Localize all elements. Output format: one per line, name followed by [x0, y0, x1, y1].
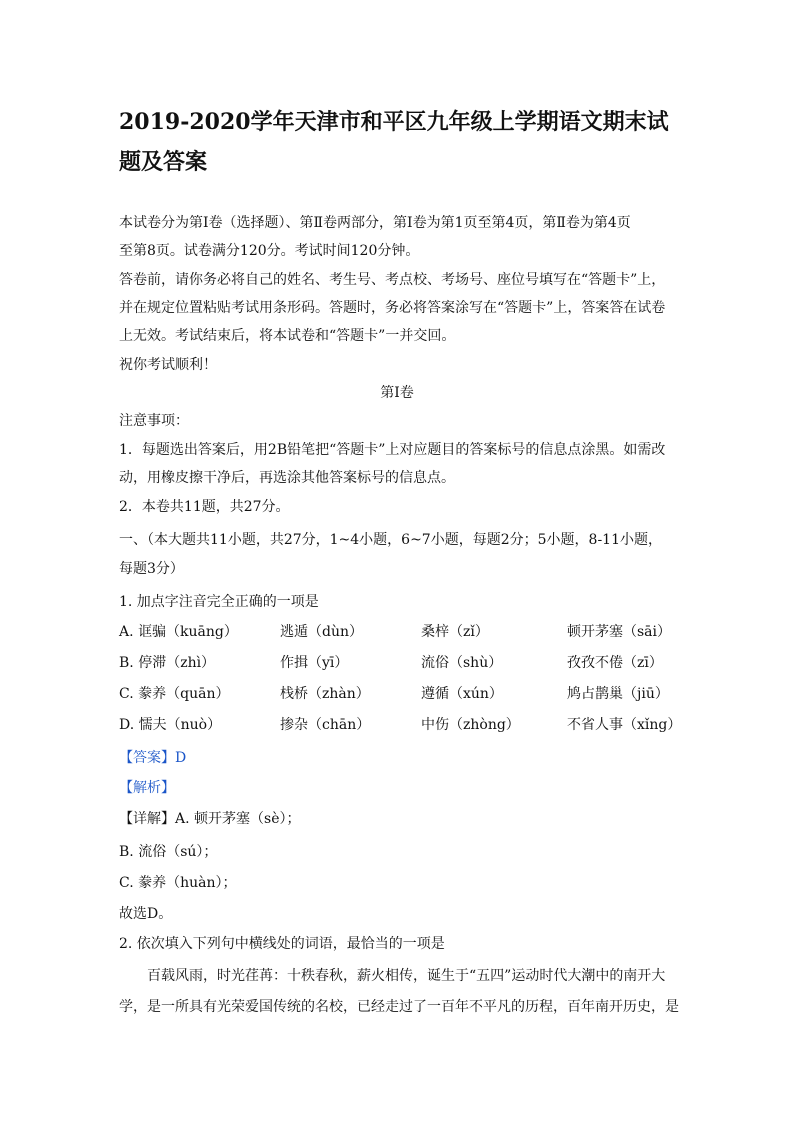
document-title: 2019-2020学年天津市和平区九年级上学期语文期末试题及答案 [119, 109, 669, 175]
option-d-item: 中伤（zhòng） [421, 717, 520, 733]
detail-line: 故选D。 [119, 906, 173, 922]
answer-label: 【答案】D [119, 750, 187, 766]
option-b-item: 孜孜不倦（zī） [567, 655, 663, 671]
intro-line: 上无效。考试结束后，将本试卷和“答题卡”一并交回。 [119, 328, 456, 344]
option-a-item: 桑梓（zǐ） [421, 624, 489, 640]
option-d-item: 掺杂（chān） [280, 717, 371, 733]
intro-line: 答卷前，请你务必将自己的姓名、考生号、考点校、考场号、座位号填写在“答题卡”上， [119, 272, 666, 288]
option-c: C. 豢养（quān） [119, 686, 230, 702]
section-heading: 第Ⅰ卷 [380, 385, 414, 401]
notes-line: 2．本卷共11题，共27分。 [119, 499, 290, 515]
option-a: A. 诓骗（kuāng） [119, 624, 238, 640]
notes-line: 1．每题选出答案后，用2B铅笔把“答题卡”上对应题目的答案标号的信息点涂黑。如需改 [119, 442, 666, 458]
part-instruction: 每题3分） [119, 561, 184, 577]
option-c-item: 栈桥（zhàn） [280, 686, 370, 702]
question-2-stem: 2. 依次填入下列句中横线处的词语，最恰当的一项是 [119, 936, 445, 952]
analysis-label: 【解析】 [119, 780, 175, 796]
detail-line: C. 豢养（huàn）； [119, 875, 237, 891]
closing-wish: 祝你考试顺利！ [119, 357, 217, 373]
detail-line: B. 流俗（sú）； [119, 844, 218, 860]
option-a-item: 逃遁（dùn） [280, 624, 363, 640]
option-d: D. 懦夫（nuò） [119, 717, 222, 733]
option-b: B. 停滞（zhì） [119, 655, 216, 671]
question-1-stem: 1. 加点字注音完全正确的一项是 [119, 594, 319, 610]
option-b-item: 作揖（yī） [280, 655, 349, 671]
notes-line: 动，用橡皮擦干净后，再选涂其他答案标号的信息点。 [119, 470, 455, 486]
intro-line: 并在规定位置粘贴考试用条形码。答题时，务必将答案涂写在“答题卡”上，答案答在试卷 [119, 300, 666, 316]
option-b-item: 流俗（shù） [421, 655, 503, 671]
intro-line: 本试卷分为第Ⅰ卷（选择题）、第Ⅱ卷两部分，第Ⅰ卷为第1页至第4页，第Ⅱ卷为第4页 [119, 215, 631, 231]
intro-line: 至第8页。试卷满分120分。考试时间120分钟。 [119, 243, 420, 259]
option-c-item: 鸠占鹊巢（jiū） [567, 686, 669, 702]
notes-heading: 注意事项： [119, 413, 189, 429]
detail-line: 【详解】A. 顿开茅塞（sè）； [119, 811, 301, 827]
passage-line: 学，是一所具有光荣爱国传统的名校，已经走过了一百年不平凡的历程，百年南开历史，是 [119, 999, 679, 1015]
option-d-item: 不省人事（xǐng） [567, 717, 682, 733]
part-instruction: 一、（本大题共11小题，共27分，1~4小题，6~7小题，每题2分；5小题，8-11小题， [119, 532, 662, 548]
passage-line: 百载风雨，时光荏苒：十秩春秋，薪火相传，诞生于“五四”运动时代大潮中的南开大 [147, 968, 666, 984]
option-c-item: 遵循（xún） [421, 686, 503, 702]
option-a-item: 顿开茅塞（sāi） [567, 624, 672, 640]
